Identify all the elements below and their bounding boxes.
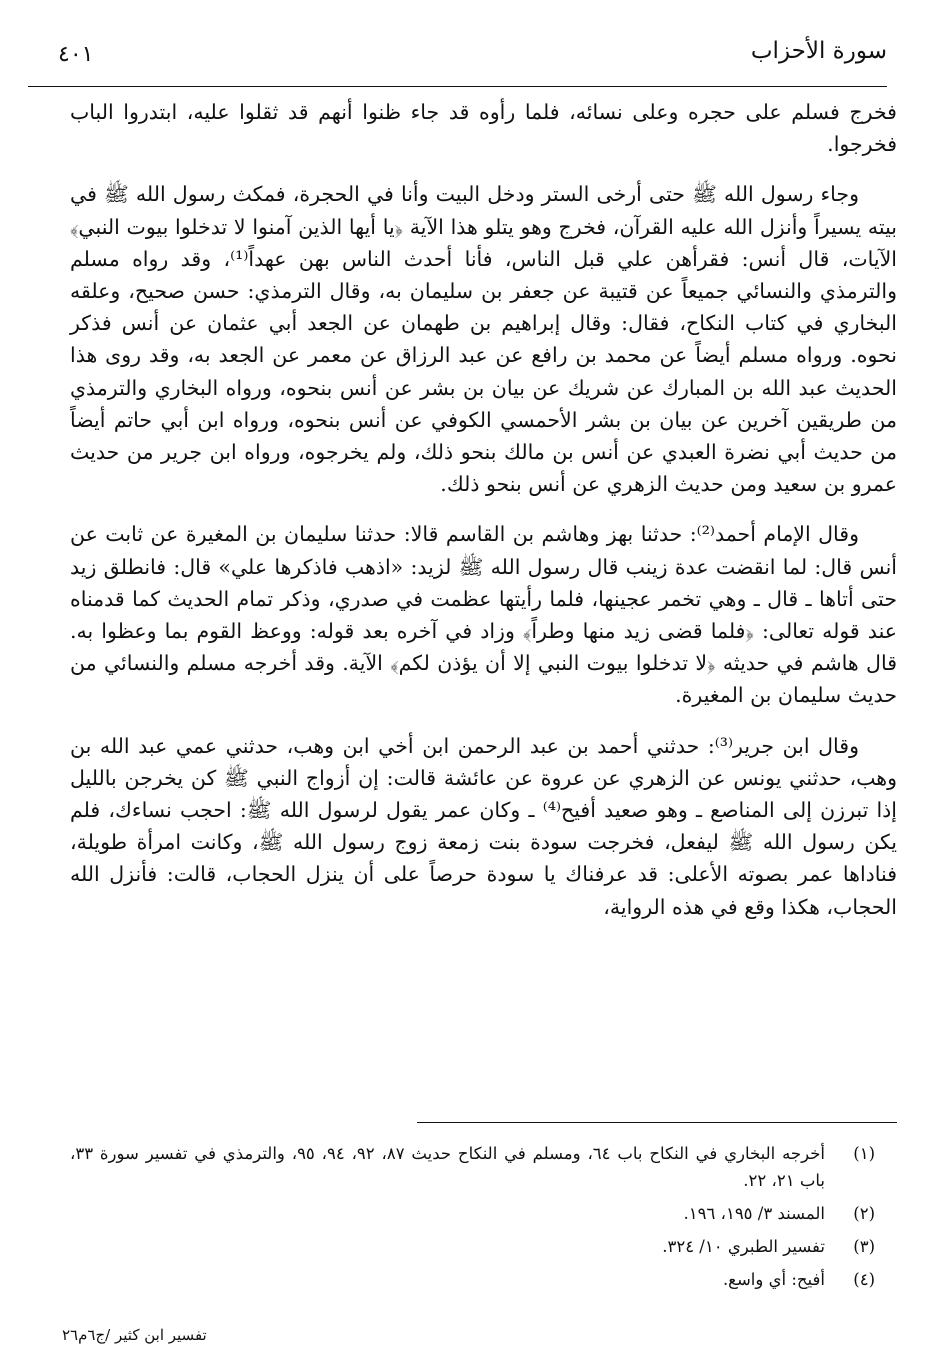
paragraph: وجاء رسول الله ﷺ حتى أرخى الستر ودخل البيت وأنا في الحجرة، فمكث رسول الله ﷺ في بيته يسيراً وأنزل الله عليه القرآن، فخرج وهو يتلو هذا الآية ﴿يا أيها الذين آمنوا لا تدخلوا بيوت النبي﴾ الآيات، قال أنس: فقرأهن علي قبل الناس، فأنا أحدث الناس بهن عهداً⁽¹⁾، وقد رواه مسلم والترمذي والنسائي جميعاً عن قتيبة عن جعفر بن سليمان به، وقال الترمذي: حسن صحيح، وعلقه البخاري في كتاب النكاح، فقال: وقال إبراهيم بن طهمان عن الجعد أبي عثمان عن أنس فذكر نحوه. ورواه مسلم أيضاً عن محمد بن رافع عن عبد الرزاق عن معمر عن الجعد به، وقد روى هذا الحديث عبد الله بن المبارك عن شريك عن بيان بن بشر عن أنس بنحوه، ورواه البخاري والترمذي من طريقين آخرين عن بيان بن بشر الأحمسي الكوفي عن أنس بنحوه، ورواه ابن أبي حاتم أيضاً من حديث أبي نضرة العبدي عن أنس بن مالك بنحو ذلك، ولم يخرجوه، ورواه ابن جرير من حديث عمرو بن سعيد ومن حديث الزهري عن أنس بنحو ذلك. [70, 182, 897, 497]
page-number: ٤٠١ [58, 42, 94, 67]
footnote [70, 1200, 875, 1227]
footnote [70, 1140, 875, 1194]
footnotes [70, 1140, 875, 1299]
footnote-number: (٢) [853, 1204, 875, 1223]
footnote-number: (٤) [853, 1270, 875, 1289]
footnote-separator [417, 1122, 897, 1123]
page-header [28, 34, 887, 87]
print-signature: تفسير ابن كثير /ج٦م٢٦ [62, 1326, 207, 1344]
footnote-text: أخرجه البخاري في النكاح باب ٦٤، ومسلم في النكاح حديث ٨٧، ٩٢، ٩٤، ٩٥، والترمذي في تفسير سورة ٣٣، باب ٢١، ٢٢. [70, 1144, 826, 1190]
footnote-text: تفسير الطبري ١٠/ ٣٢٤. [662, 1237, 825, 1256]
footnote [70, 1233, 875, 1260]
paragraph: وقال ابن جرير⁽³⁾: حدثني أحمد بن عبد الرحمن ابن أخي ابن وهب، حدثني عمي عبد الله بن وهب، حدثني يونس عن الزهري عن عروة عن عائشة قالت: إن أزواج النبي ﷺ كن يخرجن بالليل إذا تبرزن إلى المناصع ـ وهو صعيد أفيح⁽⁴⁾ ـ وكان عمر يقول لرسول الله ﷺ: احجب نساءك، فلم يكن رسول الله ﷺ ليفعل، فخرجت سودة بنت زمعة زوج رسول الله ﷺ، وكانت امرأة طويلة، فناداها عمر بصوته الأعلى: قد عرفناك يا سودة حرصاً على أن ينزل الحجاب، قالت: فأنزل الله الحجاب، هكذا وقع في هذه الرواية، [70, 733, 897, 919]
footnote [70, 1266, 875, 1293]
main-text [70, 96, 897, 941]
footnote-text: المسند ٣/ ١٩٥، ١٩٦. [683, 1204, 825, 1223]
paragraph: فخرج فسلم على حجره وعلى نسائه، فلما رأوه قد جاء ظنوا أنهم قد ثقلوا عليه، ابتدروا الباب فخرجوا. [70, 100, 897, 157]
footnote-number: (٣) [853, 1237, 875, 1256]
paragraph: وقال الإمام أحمد⁽²⁾: حدثنا بهز وهاشم بن القاسم قالا: حدثنا سليمان بن المغيرة عن ثابت عن أنس قال: لما انقضت عدة زينب قال رسول الله ﷺ لزيد: «اذهب فاذكرها علي» قال: فانطلق زيد حتى أتاها ـ قال ـ وهي تخمر عجينها، فلما رأيتها عظمت في صدري، وذكر تمام الحديث كما قدمناه عند قوله تعالى: ﴿فلما قضى زيد منها وطراً﴾ وزاد في آخره بعد قوله: ووعظ القوم بما وعظوا به. قال هاشم في حديثه ﴿لا تدخلوا بيوت النبي إلا أن يؤذن لكم﴾ الآية. وقد أخرجه مسلم والنسائي من حديث سليمان بن المغيرة. [70, 522, 897, 708]
footnote-number: (١) [853, 1144, 875, 1163]
surah-title: سورة الأحزاب [750, 38, 887, 64]
footnote-text: أفيح: أي واسع. [722, 1270, 825, 1289]
